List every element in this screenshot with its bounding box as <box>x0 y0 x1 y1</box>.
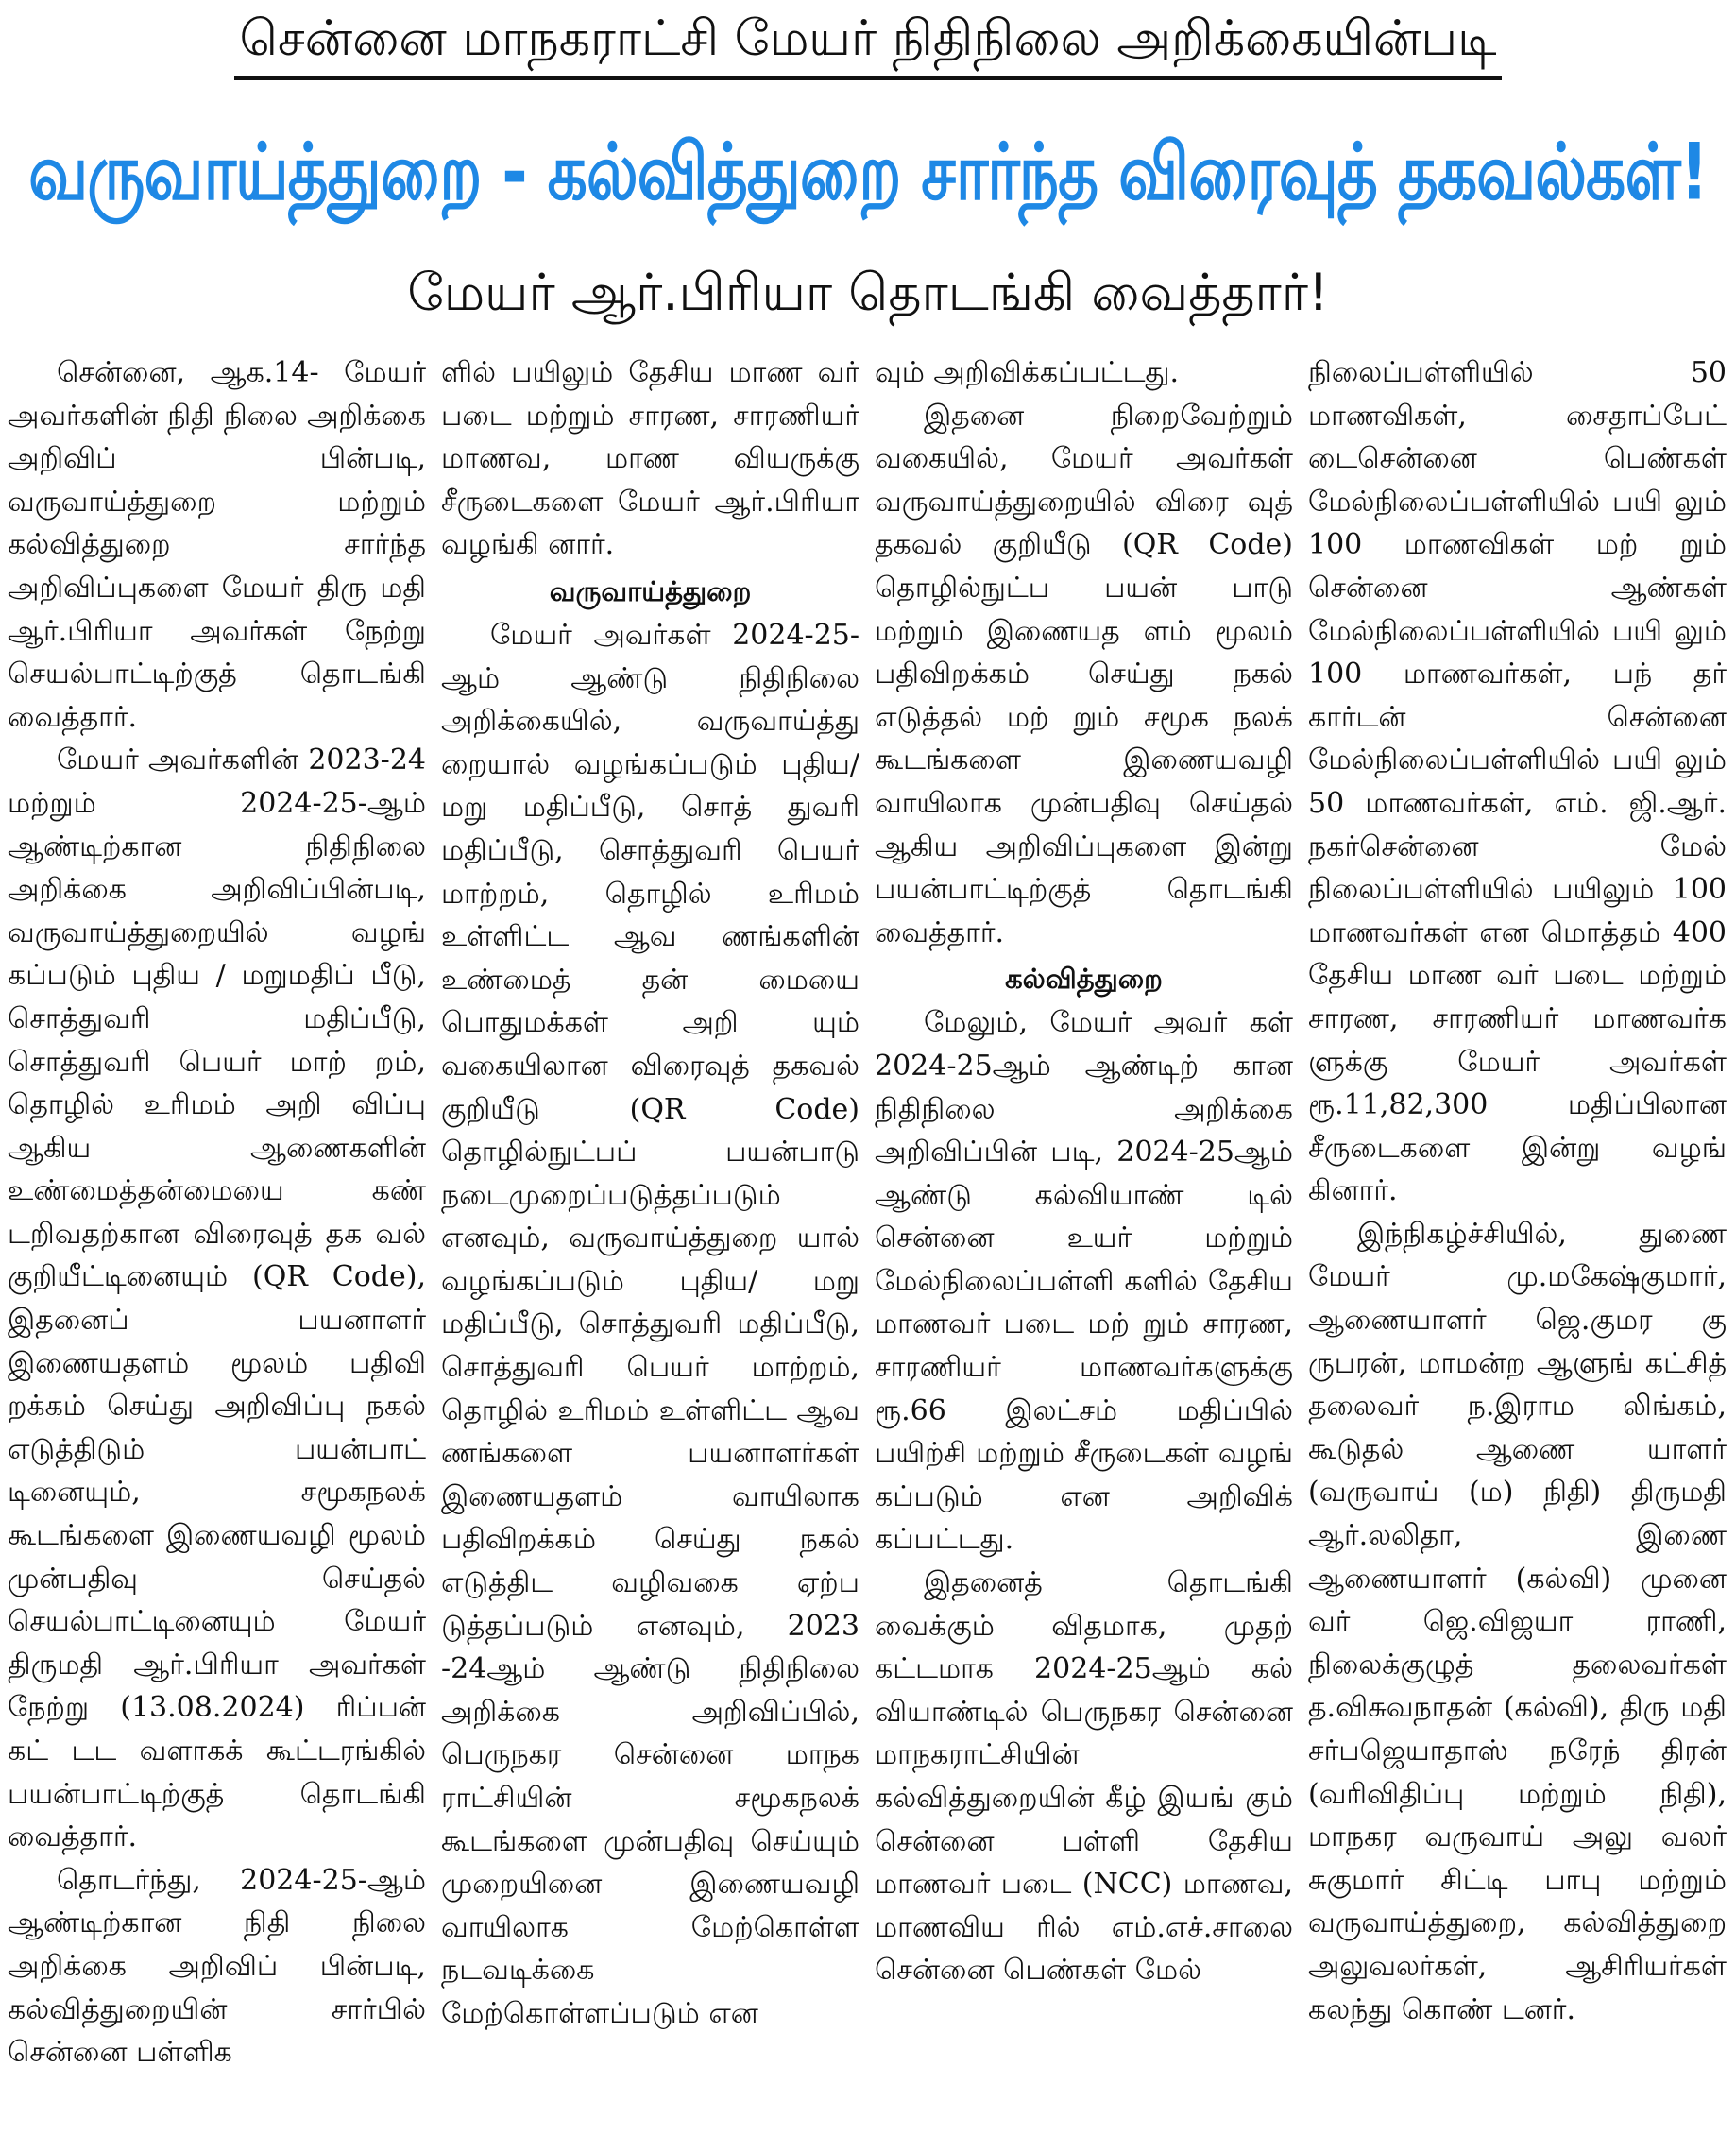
section-heading-education: கல்வித்துறை <box>1005 963 1163 996</box>
paragraph: இந்நிகழ்ச்சியில், துணை மேயர் மு.மகேஷ்குமார், ஆணையாளர் ஜெ.குமர கு ருபரன், மாமன்ற ஆளுங் கட்சித் தலைவர் ந.இராம லிங்கம், கூடுதல் ஆணை யாளர் (வருவாய் (ம) நிதி) திருமதி ஆர்.லலிதா, இணை ஆணையாளர் (கல்வி) முனை வர் ஜெ.விஜயா ராணி, நிலைக்குழுத் தலைவர்கள் த.விசுவநாதன் (கல்வி), திரு மதி சர்பஜெயாதாஸ் நரேந் திரன் (வரிவிதிப்பு மற்றும் நிதி), மாநகர வருவாய் அலு வலர் சுகுமார் சிட்டி பாபு மற்றும் வருவாய்த்துறை, கல்வித்துறை அலுவலர்கள், ஆசிரியர்கள் கலந்து கொண் டனர். <box>1308 1217 1727 2026</box>
paragraph: இதனை நிறைவேற்றும் வகையில், மேயர் அவர்கள் வருவாய்த்துறையில் விரை வுத் தகவல் குறியீடு (QR Code) தொழில்நுட்ப பயன் பாடு மற்றும் இணையத ளம் மூலம் பதிவிறக்கம் செய்து நகல் எடுத்தல் மற் றும் சமூக நலக் கூடங்களை இணையவழி வாயிலாக முன்பதிவு செய்தல் ஆகிய அறிவிப்புகளை இன்று பயன்பாட்டிற்குத் தொடங்கி வைத்தார். <box>875 399 1293 949</box>
paragraph: மேலும், மேயர் அவர் கள் 2024-25ஆம் ஆண்டிற் கான நிதிநிலை அறிக்கை அறிவிப்பின் படி, 2024-25ஆம் ஆண்டு கல்வியாண் டில் சென்னை உயர் மற்றும் மேல்நிலைப்பள்ளி களில் தேசிய மாணவர் படை மற் றும் சாரண, சாரணியர் மாணவர்களுக்கு ரூ.66 இலட்சம் மதிப்பில் பயிற்சி மற்றும் சீருடைகள் வழங் கப்படும் என அறிவிக் கப்பட்டது. <box>875 1006 1293 1557</box>
section-heading-revenue: வருவாய்த்துறை <box>549 574 752 607</box>
paragraph: சென்னை, ஆக.14- மேயர் அவர்களின் நிதி நிலை அறிக்கை அறிவிப் பின்படி, வருவாய்த்துறை மற்றும் கல்வித்துறை சார்ந்த அறிவிப்புகளை மேயர் திரு மதி ஆர்.பிரியா அவர்கள் நேற்று செயல்பாட்டிற்குத் தொடங்கி வைத்தார். <box>8 356 426 734</box>
kicker-text: சென்னை மாநகராட்சி மேயர் நிதிநிலை அறிக்கையின்படி <box>234 6 1503 80</box>
column-1 <box>8 351 426 2146</box>
article-body <box>8 351 1728 2146</box>
paragraph: தொடர்ந்து, 2024-25-ஆம் ஆண்டிற்கான நிதி நிலை அறிக்கை அறிவிப் பின்படி, கல்வித்துறையின் சார்பில் சென்னை பள்ளிக <box>8 1863 426 2070</box>
column-4 <box>1308 351 1727 2146</box>
paragraph: இதனைத் தொடங்கி வைக்கும் விதமாக, முதற் கட்டமாக 2024-25ஆம் கல் வியாண்டில் பெருநகர சென்னை மாநகராட்சியின் கல்வித்துறையின் கீழ் இயங் கும் சென்னை பள்ளி தேசிய மாணவர் படை (NCC) மாணவ, மாணவிய ரில் எம்.எச்.சாலை சென்னை பெண்கள் மேல் <box>875 1566 1293 1988</box>
headline: வருவாய்த்துறை - கல்வித்துறை சார்ந்த விரைவுத் தகவல்கள்! <box>28 127 1708 218</box>
column-3 <box>875 351 1293 2146</box>
paragraph: மேயர் அவர்களின் 2023-24 மற்றும் 2024-25-ஆம் ஆண்டிற்கான நிதிநிலை அறிக்கை அறிவிப்பின்படி, வருவாய்த்துறையில் வழங் கப்படும் புதிய / மறுமதிப் பீடு, சொத்துவரி மதிப்பீடு, சொத்துவரி பெயர் மாற் றம், தொழில் உரிமம் அறி விப்பு ஆகிய ஆணைகளின் உண்மைத்தன்மையை கண் டறிவதற்கான விரைவுத் தக வல் குறியீட்டினையும் (QR Code), இதனைப் பயனாளர் இணையதளம் மூலம் பதிவி றக்கம் செய்து அறிவிப்பு நகல் எடுத்திடும் பயன்பாட் டினையும், சமூகநலக் கூடங்களை இணையவழி மூலம் முன்பதிவு செய்தல் செயல்பாட்டினையும் மேயர் திருமதி ஆர்.பிரியா அவர்கள் நேற்று (13.08.2024) ரிப்பன் கட் டட வளாகக் கூட்டரங்கில் பயன்பாட்டிற்குத் தொடங்கி வைத்தார். <box>8 743 426 1854</box>
paragraph: வும் அறிவிக்கப்பட்டது. <box>875 356 1180 389</box>
paragraph: மேயர் அவர்கள் 2024-25-ஆம் ஆண்டு நிதிநிலை அறிக்கையில், வருவாய்த்து றையால் வழங்கப்படும் புதிய/மறு மதிப்பீடு, சொத் துவரி மதிப்பீடு, சொத்துவரி பெயர் மாற்றம், தொழில் உரிமம் உள்ளிட்ட ஆவ ணங்களின் உண்மைத் தன் மையை பொதுமக்கள் அறி யும் வகையிலான விரைவுத் தகவல் குறியீடு (QR Code) தொழில்நுட்பப் பயன்பாடு நடைமுறைப்படுத்தப்படும் எனவும், வருவாய்த்துறை யால் வழங்கப்படும் புதிய/ மறு மதிப்பீடு, சொத்துவரி மதிப்பீடு, சொத்துவரி பெயர் மாற்றம், தொழில் உரிமம் உள்ளிட்ட ஆவ ணங்களை பயனாளர்கள் இணையதளம் வாயிலாக பதிவிறக்கம் செய்து நகல் எடுத்திட வழிவகை ஏற்ப டுத்தப்படும் எனவும், 2023 -24ஆம் ஆண்டு நிதிநிலை அறிக்கை அறிவிப்பில், பெருநகர சென்னை மாநக ராட்சியின் சமூகநலக் கூடங்களை முன்பதிவு செய்யும் முறையினை இணையவழி வாயிலாக மேற்கொள்ள நடவடிக்கை மேற்கொள்ளப்படும் என <box>441 618 859 2030</box>
paragraph: நிலைப்பள்ளியில் 50 மாணவிகள், சைதாப்பேட் டைசென்னை பெண்கள் மேல்நிலைப்பள்ளியில் பயி லும் 100 மாணவிகள் மற் றும் சென்னை ஆண்கள் மேல்நிலைப்பள்ளியில் பயி லும் 100 மாணவர்கள், பந் தர் கார்டன் சென்னை மேல்நிலைப்பள்ளியில் பயி லும் 50 மாணவர்கள், எம். ஜி.ஆர். நகர்சென்னை மேல் நிலைப்பள்ளியில் பயிலும் 100 மாணவர்கள் என மொத்தம் 400 தேசிய மாண வர் படை மற்றும் சாரண, சாரணியர் மாணவர்க ளுக்கு மேயர் அவர்கள் ரூ.11,82,300 மதிப்பிலான சீருடைகளை இன்று வழங் கினார். <box>1308 356 1727 1208</box>
subheadline: மேயர் ஆர்.பிரியா தொடங்கி வைத்தார்! <box>407 263 1329 322</box>
paragraph: ளில் பயிலும் தேசிய மாண வர் படை மற்றும் சாரண, சாரணியர் மாணவ, மாண வியருக்கு சீருடைகளை மேயர் ஆர்.பிரியா வழங்கி னார். <box>441 356 859 562</box>
kicker-line <box>0 6 1736 80</box>
column-2 <box>441 351 859 2146</box>
